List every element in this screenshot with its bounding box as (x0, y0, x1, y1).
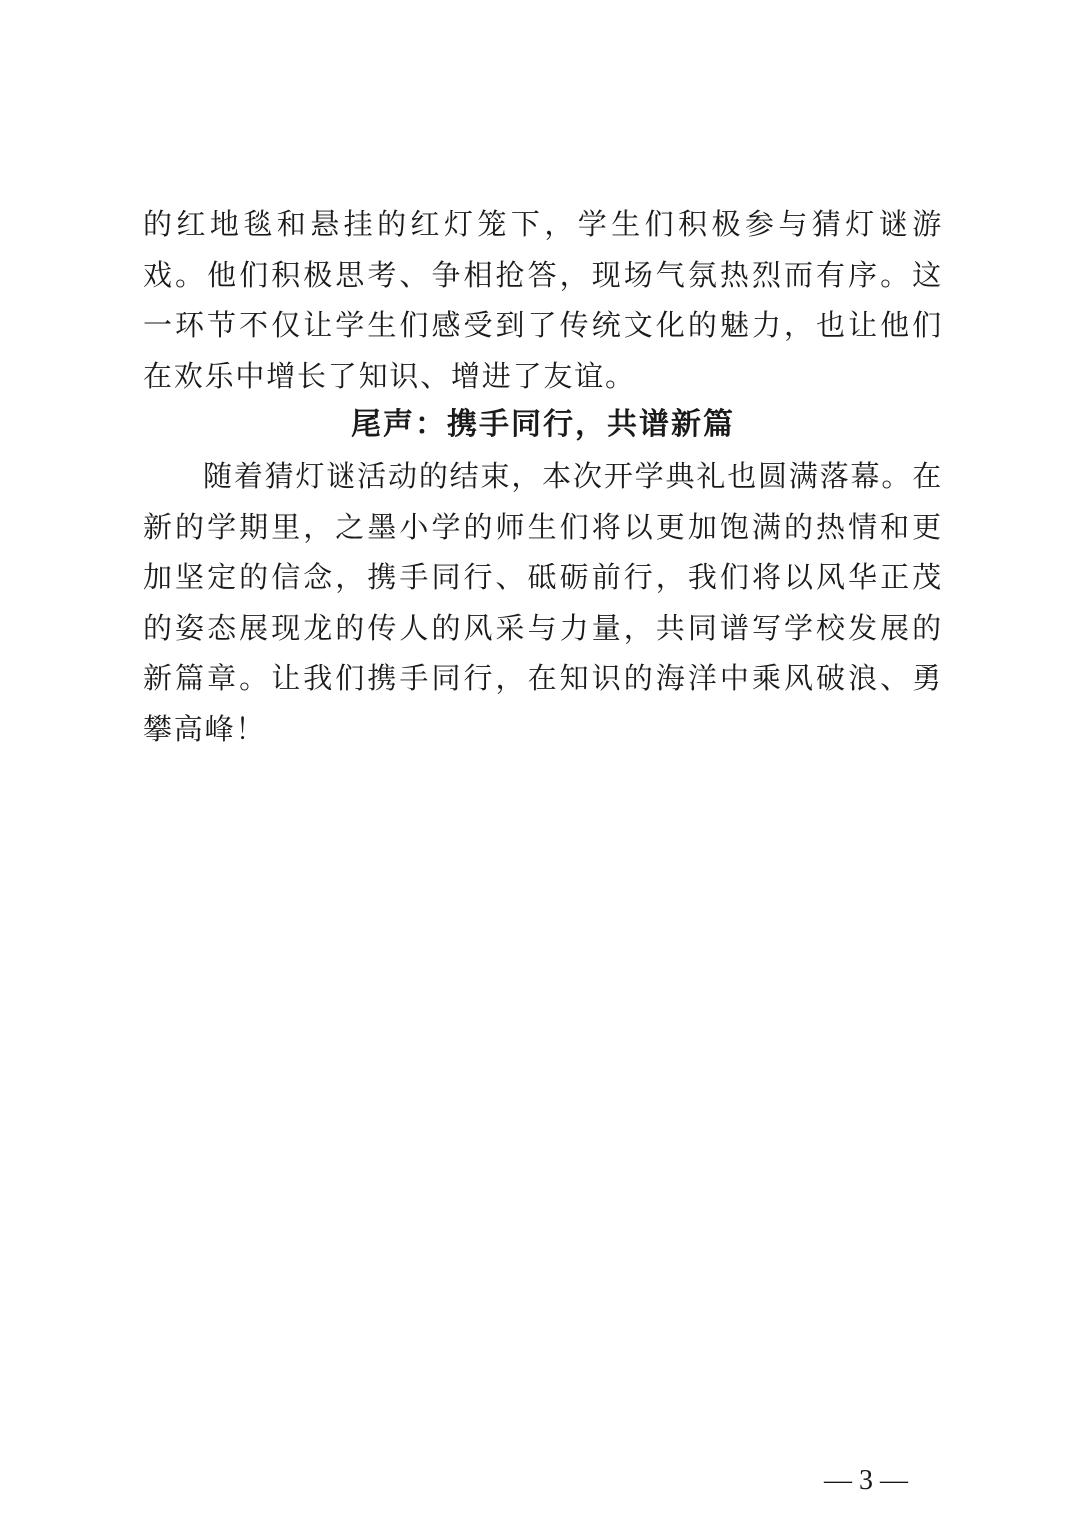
section-heading-epilogue: 尾声：携手同行，共谱新篇 (351, 407, 735, 442)
body-paragraph-closing: 随着猜灯谜活动的结束，本次开学典礼也圆满落幕。在新的学期里，之墨小学的师生们将以更加饱满的热情和更加坚定的信念，携手同行、砥砺前行，我们将以风华正茂的姿态展现龙的传人的风采与力量，共同谱写学校发展的新篇章。让我们携手同行，在知识的海洋中乘风破浪、勇攀高峰！ (143, 459, 943, 746)
page-number: — 3 — (824, 1465, 908, 1496)
body-paragraph-lantern-riddles: 的红地毯和悬挂的红灯笼下，学生们积极参与猜灯谜游戏。他们积极思考、争相抢答，现场气氛热烈而有序。这一环节不仅让学生们感受到了传统文化的魅力，也让他们在欢乐中增长了知识、增进了友谊。 (143, 207, 943, 393)
